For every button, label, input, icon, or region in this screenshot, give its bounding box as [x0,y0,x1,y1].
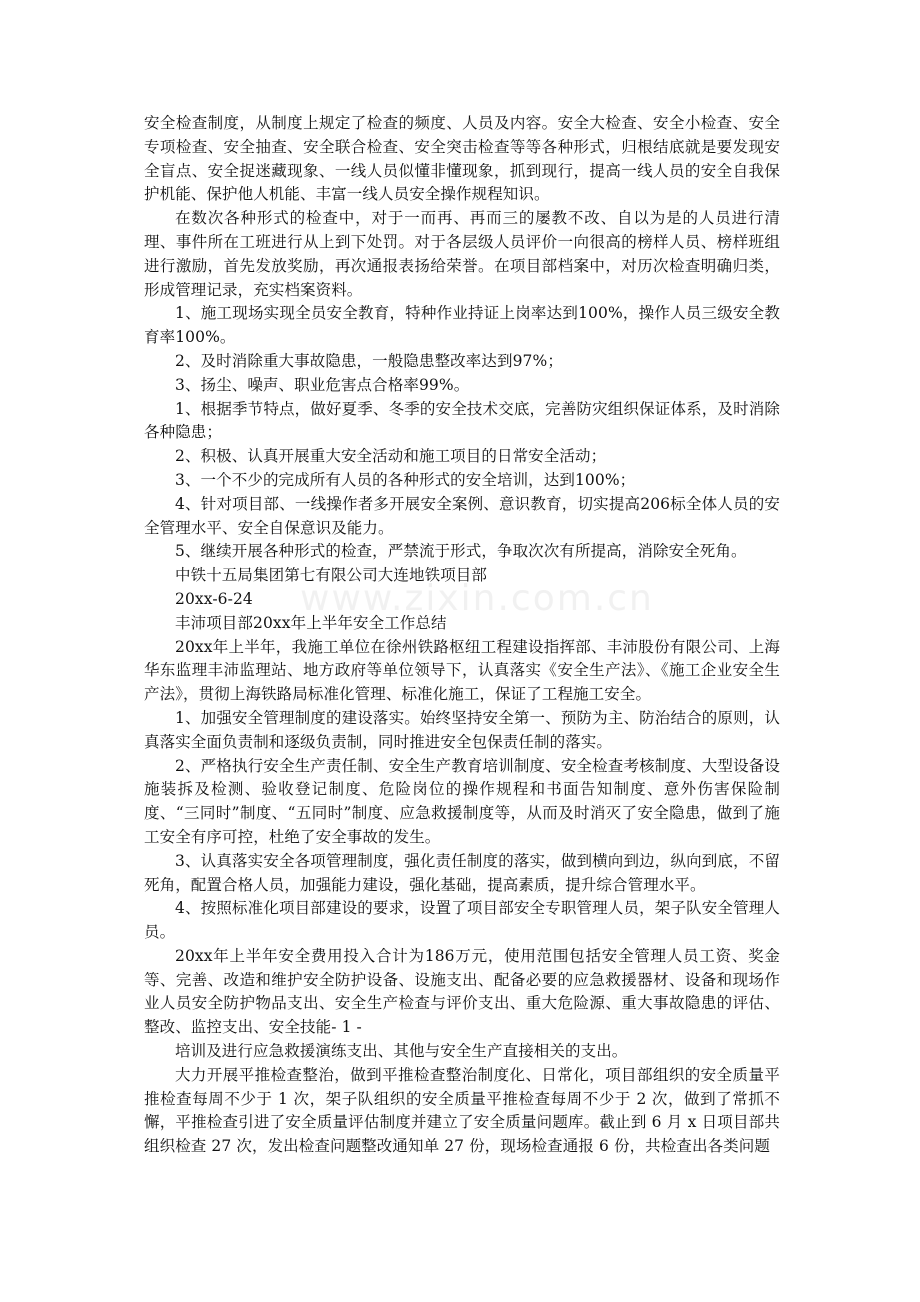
paragraph-inspection-results: 在数次各种形式的检查中，对于一而再、再而三的屡教不改、自以为是的人员进行清理、事件所在工班进行从上到下处罚。对于各层级人员评价一向很高的榜样人员、榜样班组进行激励，首先发放奖励，再次通报表扬给荣誉。在项目部档案中，对历次检查明确归类，形成管理记录，充实档案资料。 [144,209,780,299]
goal-item-education: 1、施工现场实现全员安全教育，特种作业持证上岗率达到100%，操作人员三级安全教育率100%。 [144,304,780,347]
measure-item-system: 1、加强安全管理制度的建设落实。始终坚持安全第一、预防为主、防治结合的原则，认真落实全面负责制和逐级负责制，同时推进安全包保责任制的落实。 [144,708,780,751]
measure-item-responsibility: 2、严格执行安全生产责任制、安全生产教育培训制度、安全检查考核制度、大型设备设施装拆及检测、验收登记制度、危险岗位的操作规程和书面告知制度、意外伤害保险制度、“三同时”制度、“五同时”制度、应急救援制度等，从而及时消灭了安全隐患，做到了施工安全有序可控，杜绝了安全事故的发生。 [144,756,780,846]
plan-item-training: 3、一个不少的完成所有人员的各种形式的安全培训，达到100%； [175,470,636,489]
paragraph-overview: 20xx年上半年，我施工单位在徐州铁路枢纽工程建设指挥部、丰沛股份有限公司、上海华东监理丰沛监理站、地方政府等单位领导下，认真落实《安全生产法》、《施工企业安全生产法》，贯彻上海铁路局标准化管理、标准化施工，保证了工程施工安全。 [144,637,780,704]
plan-item-activities: 2、积极、认真开展重大安全活动和施工项目的日常安全活动； [175,447,607,466]
signature-date: 20xx-6-24 [175,589,253,608]
paragraph-inspections: 大力开展平推检查整治，做到平推检查整治制度化、日常化，项目部组织的安全质量平推检查每周不少于 1 次，架子队组织的安全质量平推检查每周不少于 2 次，做到了常抓不懈，平推检查引进了安全质量评估制度并建立了安全质量问题库。截止到 6 月 x 日项目部共组织检查 27 次，发出检查问题整改通知单 27 份，现场检查通报 6 份，共检查出各类问题 [144,1065,780,1156]
plan-item-continued-checks: 5、继续开展各种形式的检查，严禁流于形式，争取次次有所提高，消除安全死角。 [175,542,747,561]
plan-item-case-education: 4、针对项目部、一线操作者多开展安全案例、意识教育，切实提高206标全体人员的安全管理水平、安全自保意识及能力。 [144,494,780,537]
paragraph-safety-costs: 20xx年上半年安全费用投入合计为186万元，使用范围包括安全管理人员工资、奖金等、完善、改造和维护安全防护设备、设施支出、配备必要的应急救援器材、设备和现场作业人员安全防护物品支出、安全生产检查与评价支出、重大危险源、重大事故隐患的评估、整改、监控支出、安全技能- 1 - [144,946,780,1037]
signature-organization: 中铁十五局集团第七有限公司大连地铁项目部 [175,566,488,585]
paragraph-training-costs: 培训及进行应急救援演练支出、其他与安全生产直接相关的支出。 [175,1042,628,1061]
plan-item-seasonal: 1、根据季节特点，做好夏季、冬季的安全技术交底，完善防灾组织保证体系，及时消除各种隐患； [144,399,780,442]
measure-item-staffing: 4、按照标准化项目部建设的要求，设置了项目部安全专职管理人员，架子队安全管理人员。 [144,899,780,942]
goal-item-hazards: 2、及时消除重大事故隐患，一般隐患整改率达到97%； [175,351,563,370]
section-title: 丰沛项目部20xx年上半年安全工作总结 [175,613,447,632]
measure-item-implementation: 3、认真落实安全各项管理制度，强化责任制度的落实，做到横向到边，纵向到底，不留死角，配置合格人员，加强能力建设，强化基础，提高素质，提升综合管理水平。 [144,851,780,894]
watermark-text: www.zixin.com.cn [300,578,654,619]
goal-item-dust-noise: 3、扬尘、噪声、职业危害点合格率99%。 [175,375,470,394]
paragraph-inspection-system: 安全检查制度，从制度上规定了检查的频度、人员及内容。安全大检查、安全小检查、安全专项检查、安全抽查、安全联合检查、安全突击检查等等各种形式，归根结底就是要发现安全盲点、安全捉迷藏现象、一线人员似懂非懂现象，抓到现行，提高一线人员的安全自我保护机能、保护他人机能、丰富一线人员安全操作规程知识。 [144,114,780,204]
